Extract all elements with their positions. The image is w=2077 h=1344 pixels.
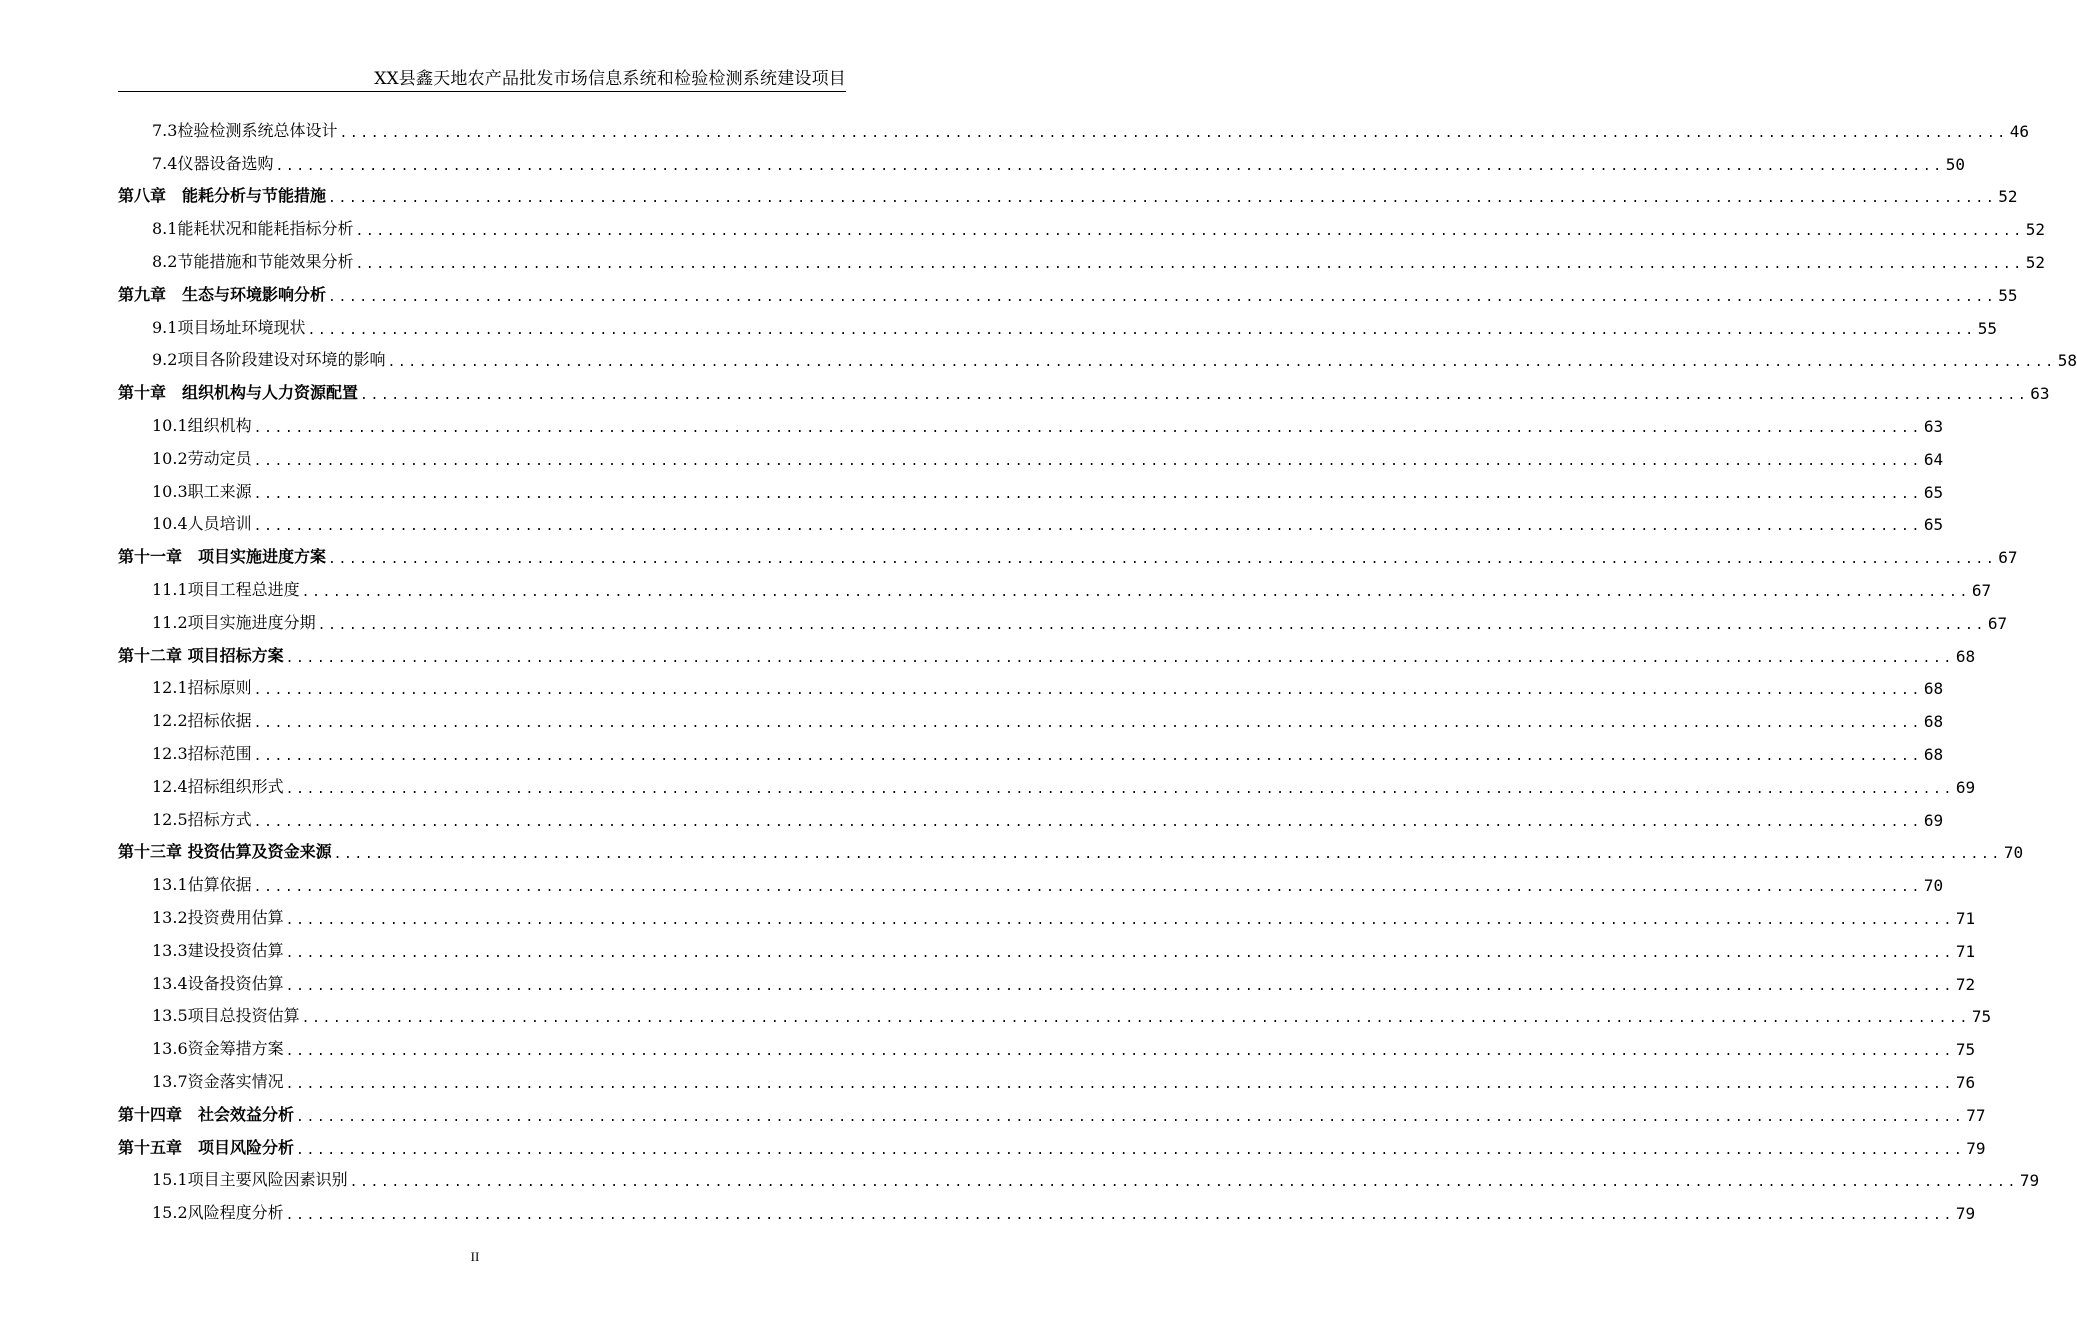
toc-page-number: 67 [1998,548,2018,568]
toc-dot-leader: ................................................................................................................................................................ [285,945,1954,961]
toc-section-entry[interactable] [118,1065,1976,1098]
toc-page-number: 68 [1955,646,1976,666]
toc-page-number: 71 [1955,941,1976,961]
toc-dot-leader: ................................................................................................................................................................ [285,650,1954,666]
toc-page-number: 67 [1971,580,1992,600]
toc-page-number: 72 [1955,974,1976,994]
toc-entry-title: 第九章 生态与环境影响分析 [118,284,327,304]
toc-dot-leader: ................................................................................................................................................................ [253,716,1922,732]
toc-dot-leader: ................................................................................................................................................................ [275,158,1944,174]
toc-page-number: 70 [2003,843,2024,863]
toc-entry-title: 9.2项目各阶段建设对环境的影响 [152,350,386,370]
toc-dot-leader: ................................................................................................................................................................ [328,289,1997,305]
toc-section-entry[interactable] [118,770,1976,803]
toc-dot-leader: ................................................................................................................................................................ [339,125,2008,141]
toc-page-number: 68 [1923,712,1944,732]
toc-dot-leader: ................................................................................................................................................................ [253,814,1922,830]
toc-section-entry[interactable] [118,672,1944,705]
toc-section-entry[interactable] [118,803,1944,836]
toc-page-number: 77 [1966,1105,1986,1125]
toc-entry-title: 12.1招标原则 [152,678,252,698]
toc-page-number: 64 [1923,449,1944,469]
toc-section-entry[interactable] [118,606,2008,639]
toc-page-number: 69 [1955,777,1976,797]
toc-section-entry[interactable] [118,311,1997,344]
toc-dot-leader: ................................................................................................................................................................ [253,453,1922,469]
toc-dot-leader: ................................................................................................................................................................ [328,191,1997,207]
toc-page-number: 69 [1923,810,1944,830]
toc-page-number: 68 [1923,679,1944,699]
toc-dot-leader: ................................................................................................................................................................ [285,1044,1954,1060]
toc-dot-leader: ................................................................................................................................................................ [253,519,1922,535]
toc-section-entry[interactable] [118,1032,1976,1065]
toc-section-entry[interactable] [118,967,1976,1000]
toc-page-number: 67 [1987,613,2008,633]
toc-dot-leader: ................................................................................................................................................................ [285,912,1954,928]
toc-chapter-entry[interactable] [118,180,2018,213]
toc-page-number: 70 [1923,876,1944,896]
toc-dot-leader: ................................................................................................................................................................ [285,978,1954,994]
toc-chapter-entry[interactable] [118,540,2018,573]
toc-page-number: 50 [1945,154,1965,174]
toc-section-entry[interactable] [118,245,2045,278]
toc-section-entry[interactable] [118,868,1944,901]
toc-page-number: 76 [1955,1072,1976,1092]
table-of-contents [118,114,2077,1229]
toc-page-number: 55 [1998,285,2018,305]
toc-dot-leader: ................................................................................................................................................................ [253,420,1922,436]
toc-section-entry[interactable] [118,573,1992,606]
toc-page-number: 63 [1923,416,1944,436]
toc-entry-title: 7.3检验检测系统总体设计 [152,120,338,140]
toc-entry-title: 12.3招标范围 [152,743,252,763]
toc-entry-title: 10.1组织机构 [152,415,252,435]
toc-entry-title: 10.3职工来源 [152,481,252,501]
toc-page-number: 75 [1971,1007,1992,1027]
toc-section-entry[interactable] [118,1196,1976,1229]
toc-page-number: 79 [1966,1138,1986,1158]
toc-chapter-entry[interactable] [118,376,2050,409]
toc-dot-leader: ................................................................................................................................................................ [285,1208,1954,1224]
toc-entry-title: 第八章 能耗分析与节能措施 [118,186,327,206]
toc-dot-leader: ................................................................................................................................................................ [307,322,1976,338]
toc-section-entry[interactable] [118,114,2029,147]
toc-dot-leader: ................................................................................................................................................................ [355,224,2024,240]
toc-entry-title: 第十五章 项目风险分析 [118,1137,295,1157]
toc-entry-title: 13.6资金筹措方案 [152,1039,284,1059]
toc-entry-title: 12.5招标方式 [152,809,252,829]
toc-page-number: 68 [1923,744,1944,764]
toc-dot-leader: ................................................................................................................................................................ [301,1011,1970,1027]
toc-section-entry[interactable] [118,344,2077,377]
toc-dot-leader: ................................................................................................................................................................ [253,748,1922,764]
header-rule [118,91,846,92]
toc-entry-title: 13.4设备投资估算 [152,973,284,993]
toc-section-entry[interactable] [118,704,1944,737]
toc-entry-title: 13.3建设投资估算 [152,940,284,960]
toc-dot-leader: ................................................................................................................................................................ [301,584,1970,600]
toc-entry-title: 第十三章 投资估算及资金来源 [118,842,332,862]
toc-entry-title: 13.2投资费用估算 [152,907,284,927]
toc-page-number: 71 [1955,908,1976,928]
toc-section-entry[interactable] [118,442,1944,475]
toc-section-entry[interactable] [118,409,1944,442]
toc-dot-leader: ................................................................................................................................................................ [253,683,1922,699]
toc-entry-title: 10.4人员培训 [152,514,252,534]
toc-page-number: 55 [1977,318,1997,338]
toc-dot-leader: ................................................................................................................................................................ [285,1076,1954,1092]
toc-entry-title: 第十四章 社会效益分析 [118,1104,295,1124]
toc-dot-leader: ................................................................................................................................................................ [253,880,1922,896]
toc-section-entry[interactable] [118,1000,1992,1033]
toc-section-entry[interactable] [118,901,1976,934]
toc-dot-leader: ................................................................................................................................................................ [328,552,1997,568]
toc-chapter-entry[interactable] [118,1131,1986,1164]
toc-entry-title: 8.2节能措施和节能效果分析 [152,251,354,271]
toc-entry-title: 第十章 组织机构与人力资源配置 [118,383,359,403]
toc-entry-title: 15.2风险程度分析 [152,1203,284,1223]
toc-entry-title: 第十一章 项目实施进度方案 [118,547,327,567]
toc-page-number: 65 [1923,482,1944,502]
toc-dot-leader: ................................................................................................................................................................ [296,1142,1965,1158]
toc-entry-title: 8.1能耗状况和能耗指标分析 [152,219,354,239]
toc-page-number: 52 [2025,220,2045,240]
toc-dot-leader: ................................................................................................................................................................ [360,388,2029,404]
toc-section-entry[interactable] [118,147,1965,180]
toc-chapter-entry[interactable] [118,639,1976,672]
toc-entry-title: 第十二章 项目招标方案 [118,645,284,665]
toc-entry-title: 12.4招标组织形式 [152,776,284,796]
toc-section-entry[interactable] [118,934,1976,967]
toc-chapter-entry[interactable] [118,278,2018,311]
toc-dot-leader: ................................................................................................................................................................ [317,617,1986,633]
toc-entry-title: 10.2劳动定员 [152,448,252,468]
toc-entry-title: 7.4仪器设备选购 [152,153,274,173]
toc-dot-leader: ................................................................................................................................................................ [333,847,2002,863]
page-number: II [470,1249,480,1264]
toc-dot-leader: ................................................................................................................................................................ [296,1109,1965,1125]
toc-entry-title: 11.1项目工程总进度 [152,579,300,599]
toc-page-number: 63 [2030,384,2050,404]
toc-page-number: 75 [1955,1040,1976,1060]
toc-page-number: 46 [2009,121,2029,141]
toc-entry-title: 11.2项目实施进度分期 [152,612,316,632]
toc-section-entry[interactable] [118,475,1944,508]
toc-dot-leader: ................................................................................................................................................................ [355,256,2024,272]
toc-dot-leader: ................................................................................................................................................................ [349,1175,2018,1191]
toc-entry-title: 13.1估算依据 [152,875,252,895]
toc-chapter-entry[interactable] [118,1098,1986,1131]
toc-page-number: 79 [2019,1171,2040,1191]
toc-page-number: 58 [2057,351,2077,371]
toc-section-entry[interactable] [118,1164,2040,1197]
toc-page-number: 65 [1923,515,1944,535]
toc-entry-title: 15.1项目主要风险因素识别 [152,1170,348,1190]
toc-dot-leader: ................................................................................................................................................................ [253,486,1922,502]
toc-page-number: 52 [2025,252,2045,272]
toc-entry-title: 13.5项目总投资估算 [152,1006,300,1026]
toc-entry-title: 12.2招标依据 [152,711,252,731]
toc-entry-title: 13.7资金落实情况 [152,1071,284,1091]
toc-section-entry[interactable] [118,737,1944,770]
toc-dot-leader: ................................................................................................................................................................ [285,781,1954,797]
toc-section-entry[interactable] [118,212,2045,245]
toc-page-number: 52 [1998,187,2018,207]
toc-chapter-entry[interactable] [118,836,2024,869]
running-header: XX县鑫天地农产品批发市场信息系统和检验检测系统建设项目 [374,69,846,89]
toc-entry-title: 9.1项目场址环境现状 [152,317,306,337]
toc-dot-leader: ................................................................................................................................................................ [387,355,2056,371]
toc-page-number: 79 [1955,1204,1976,1224]
toc-section-entry[interactable] [118,508,1944,541]
